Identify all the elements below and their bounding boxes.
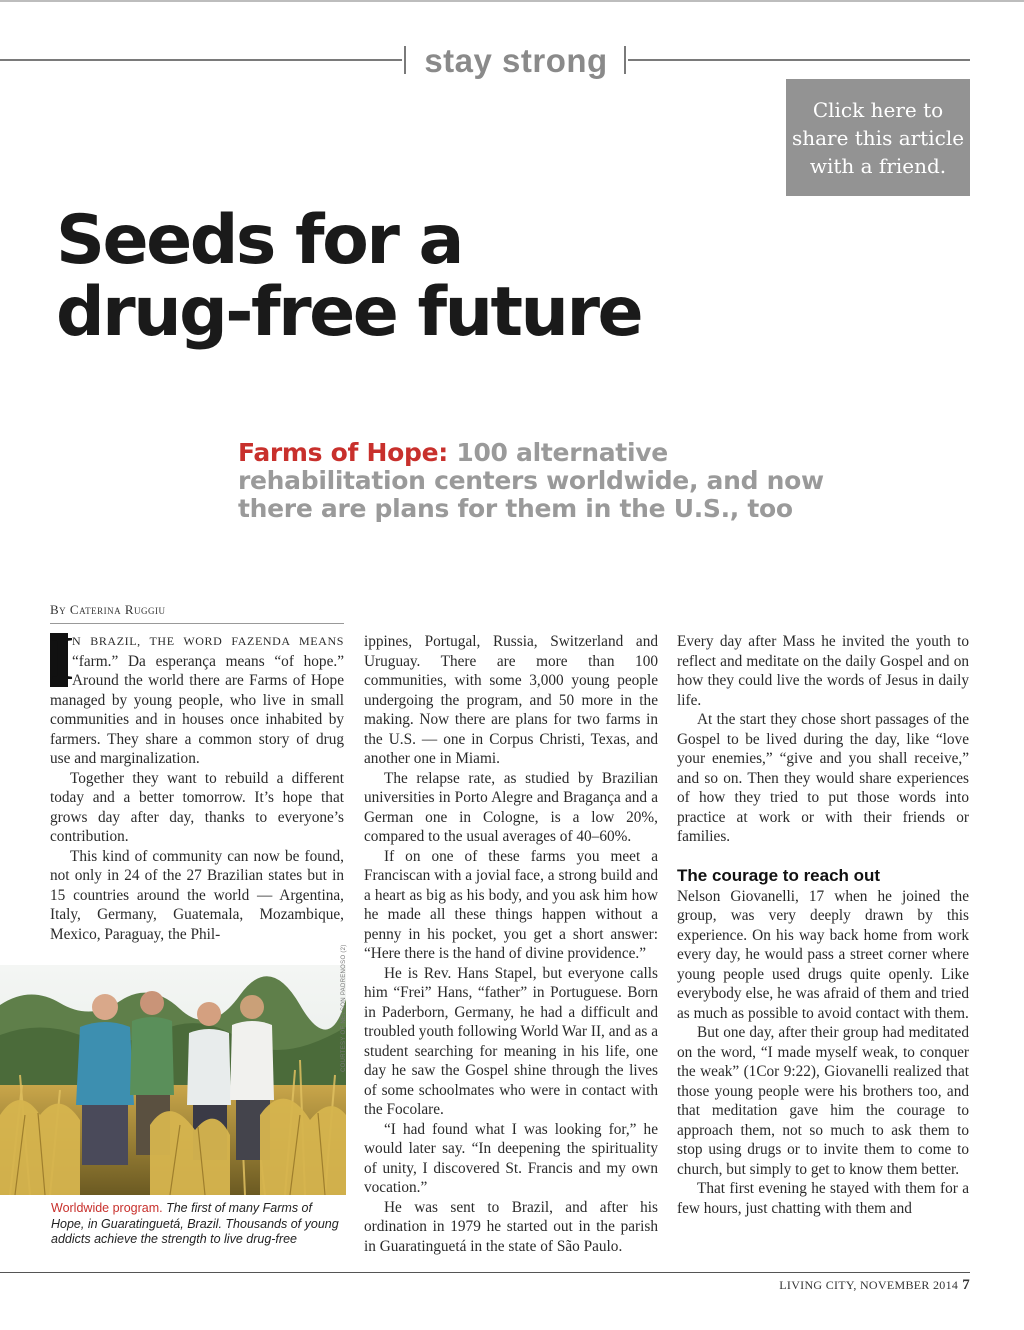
article-column-2 — [364, 632, 658, 1256]
article-headline — [56, 201, 756, 352]
deck-line-2: rehabilitation centers worldwide, and now — [238, 466, 824, 495]
headline-line-1: Seeds for a — [56, 201, 462, 280]
article-deck — [238, 439, 828, 523]
article-column-1 — [50, 625, 344, 944]
paragraph: The relapse rate, as studied by Brazilian universities in Porto Alegre and Bragança and a German one in Cologne, is a low 20%, compared to the usual averages of 40–60%. — [364, 769, 658, 845]
deck-line-1-rest: 100 alternative — [447, 438, 668, 467]
paragraph: If on one of these farms you meet a Franciscan with a jovial face, a strong build and a heart as big as his body, and you ask him how he made all these things happen without a penny in his pocket, you get a short answer: “Here there is the hand of divine providence.” — [364, 847, 658, 962]
bottom-rule — [0, 1272, 970, 1273]
paragraph: That first evening he stayed with them for a few hours, just chatting with them and — [677, 1180, 969, 1217]
page-number: 7 — [962, 1277, 970, 1293]
paragraph: Nelson Giovanelli, 17 when he joined the group, was very deeply drawn by this experience. On his way back home from work every day, he would pass a street corner where young people used drugs quite openly. Like everybody else, he was afraid of them and tried as much as possible to avoid contact with them. — [677, 887, 969, 1022]
share-line-1: Click here to — [812, 98, 944, 122]
byline-text: By Caterina Ruggiu — [50, 602, 166, 617]
paragraph: Every day after Mass he invited the youth to reflect and meditate on the daily Gospel and on how they could live the words of Jesus in daily life. — [677, 633, 969, 709]
paragraph — [50, 625, 344, 769]
section-label: stay strong — [424, 42, 608, 79]
share-article-button[interactable] — [786, 79, 970, 196]
paragraph: ippines, Portugal, Russia, Switzerland and Uruguay. There are more than 100 communities, with some 3,000 young people undergoing the program, and 50 more in the making. Now there are plans for two farms in the U.S. — one in Corpus Christi, Texas, and another one in Miami. — [364, 633, 658, 767]
paragraph: But one day, after their group had meditated on the word, “I made myself weak, to conquer the weak” (1Cor 9:22), Giovanelli realized that those young people were his brothers too, and that meditation gave him the courage to approach them, not so much to ask them to stop using drugs or to invite them to come to church, but simply to get to know them better. — [677, 1024, 969, 1178]
deck-line-3: there are plans for them in the U.S., too — [238, 494, 793, 523]
subheading: The courage to reach out — [677, 865, 881, 885]
photo-caption — [51, 1201, 341, 1248]
paragraph: This kind of community can now be found, not only in 24 of the 27 Brazilian states but in 15 countries around the world — Argentina, Italy, Germany, Guatemala, Mozambique, Mexico, Paraguay, the Phil- — [50, 847, 344, 943]
section-rule-left — [0, 59, 402, 61]
deck-highlight: Farms of Hope: — [238, 438, 448, 467]
drop-cap: I — [50, 625, 75, 693]
paragraph: At the start they chose short passages of the Gospel to be lived during the day, like “love your enemies,” “give and you shall receive,” and so on. Then they would share experiences of how they tried to put those words into practice at work or with their friends or families. — [677, 711, 969, 845]
publication-info: LIVING CITY, NOVEMBER 2014 — [779, 1278, 959, 1292]
caption-title: Worldwide program. — [51, 1201, 163, 1215]
headline-line-2: drug-free future — [56, 273, 642, 352]
paragraph: He was sent to Brazil, and after his ordination in 1979 he started out in the parish in Guaratinguetá in the state of São Paulo. — [364, 1198, 658, 1255]
section-tick-right — [624, 46, 626, 74]
section-tick-left — [404, 46, 406, 74]
paragraph: Together they want to rebuild a different today and a better tomorrow. It’s hope that grows day after day, thanks to everyone’s contribution. — [50, 769, 344, 845]
paragraph-text: “farm.” Da esperança means “of hope.” Around the world there are Farms of Hope managed by young people, who live in small communities and in houses once inhabited by farmers. They share a common story of drug use and marginalization. — [50, 652, 344, 767]
farm-photo-illustration — [0, 965, 346, 1195]
caption-text: The first of many Farms of Hope, in Guaratinguetá, Brazil. Thousands of young addicts achieve the strength to live drug-free — [51, 1201, 339, 1246]
deck-line-1 — [238, 439, 828, 467]
top-rule — [0, 0, 1024, 2]
lead-in-caps: N BRAZIL, THE WORD FAZENDA MEANS — [72, 634, 344, 648]
share-line-2: share this article — [791, 126, 965, 150]
farm-photo — [0, 965, 346, 1195]
paragraph: “I had found what I was looking for,” he would later say. “In deepening the spirituality of unity, I discovered St. Francis and my own vocation.” — [364, 1120, 658, 1196]
byline — [50, 602, 344, 624]
section-rule-right — [628, 59, 970, 61]
paragraph: He is Rev. Hans Stapel, but everyone calls him “Frei” Hans, “father” in Portuguese. Born in Paderborn, Germany, he had a difficult and troubled youth following World War II, and as a student searching for meaning in his life, one day he saw the Gospel shine through the lives of some schoolmates who were in contact with the Focolare. — [364, 964, 658, 1118]
page-footer — [700, 1277, 970, 1294]
share-line-3: with a friend. — [809, 154, 947, 178]
photo-credit: COURTESY OF NELSON PADRENOSO (2) — [341, 944, 347, 1072]
article-column-3 — [677, 632, 969, 1218]
section-header — [0, 42, 1024, 78]
